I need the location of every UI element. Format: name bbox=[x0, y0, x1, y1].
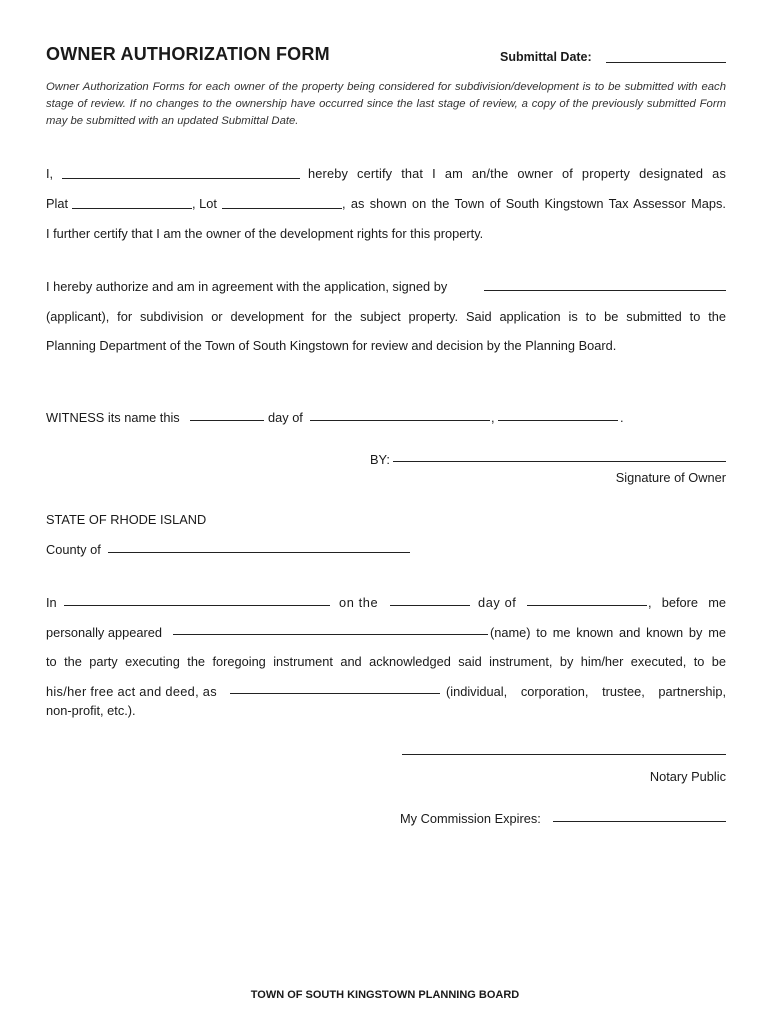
i-label: I, bbox=[46, 166, 54, 181]
owner-name-field[interactable] bbox=[62, 178, 300, 179]
applicant-signature-field[interactable] bbox=[484, 290, 726, 291]
witness-month-field[interactable] bbox=[310, 420, 490, 421]
notary-month-field[interactable] bbox=[527, 605, 647, 606]
witness-year-field[interactable] bbox=[498, 420, 618, 421]
signature-of-owner-caption: Signature of Owner bbox=[615, 470, 726, 485]
personally-appeared-label: personally appeared bbox=[46, 625, 162, 640]
authorize-text: I hereby authorize and am in agreement with the application, signed by bbox=[46, 279, 448, 294]
notary-place-field[interactable] bbox=[64, 605, 330, 606]
notary-signature-field[interactable] bbox=[402, 754, 726, 755]
form-title: OWNER AUTHORIZATION FORM bbox=[46, 44, 330, 64]
lot-field[interactable] bbox=[222, 208, 342, 209]
witness-period: . bbox=[620, 410, 624, 425]
witness-day-field[interactable] bbox=[190, 420, 264, 421]
submittal-date-field[interactable] bbox=[606, 62, 726, 63]
footer-text: TOWN OF SOUTH KINGSTOWN PLANNING BOARD bbox=[250, 989, 520, 1001]
in-label: In bbox=[46, 595, 57, 610]
nonprofit-text: non-profit, etc.). bbox=[46, 703, 136, 718]
plat-field[interactable] bbox=[72, 208, 192, 209]
capacity-field[interactable] bbox=[230, 693, 440, 694]
applicant-text: (applicant), for subdivision or development for the subject property. Said application is to be submitted to the bbox=[46, 309, 726, 324]
planning-dept-text: Planning Department of the Town of South Kingstown for review and decision by the Planning Board. bbox=[46, 338, 617, 353]
further-certify-text: I further certify that I am the owner of the development rights for this property. bbox=[46, 226, 484, 241]
free-act-label: his/her free act and deed, as bbox=[46, 684, 217, 699]
county-field[interactable] bbox=[108, 552, 410, 553]
county-label: County of bbox=[46, 542, 101, 557]
witness-label: WITNESS its name this bbox=[46, 410, 180, 425]
notary-day-of-label: day of bbox=[478, 595, 517, 610]
witness-comma: , bbox=[491, 410, 495, 425]
by-label: BY: bbox=[370, 452, 390, 467]
entity-types-text: (individual, corporation, trustee, partnership, bbox=[446, 684, 726, 699]
notary-public-caption: Notary Public bbox=[649, 769, 726, 784]
commission-expires-label: My Commission Expires: bbox=[400, 811, 541, 826]
on-the-label: on the bbox=[339, 595, 379, 610]
owner-signature-field[interactable] bbox=[393, 461, 726, 462]
notary-day-field[interactable] bbox=[390, 605, 470, 606]
appeared-name-field[interactable] bbox=[173, 634, 488, 635]
tax-maps-text: , as shown on the Town of South Kingstown Tax Assessor Maps. bbox=[342, 196, 726, 211]
witness-day-of-label: day of bbox=[268, 410, 303, 425]
before-me-text: , before me bbox=[648, 595, 726, 610]
commission-expires-field[interactable] bbox=[553, 821, 726, 822]
plat-label: Plat bbox=[46, 196, 69, 211]
hereby-certify-text: hereby certify that I am an/the owner of property designated as bbox=[308, 166, 726, 181]
lot-label: , Lot bbox=[192, 196, 217, 211]
party-executing-text: to the party executing the foregoing instrument and acknowledged said instrument, by him/her executed, to be bbox=[46, 654, 726, 669]
state-label: STATE OF RHODE ISLAND bbox=[46, 512, 207, 527]
name-known-text: (name) to me known and known by me bbox=[490, 625, 726, 640]
submittal-date-label: Submittal Date: bbox=[500, 50, 592, 64]
intro-paragraph: Owner Authorization Forms for each owner of the property being considered for subdivision/development is to be submitted with each stage of review. If no changes to the ownership have occurred since the last stage of review, a copy of the previously submitted Form may be submitted with an updated Submittal Date. bbox=[46, 81, 726, 127]
